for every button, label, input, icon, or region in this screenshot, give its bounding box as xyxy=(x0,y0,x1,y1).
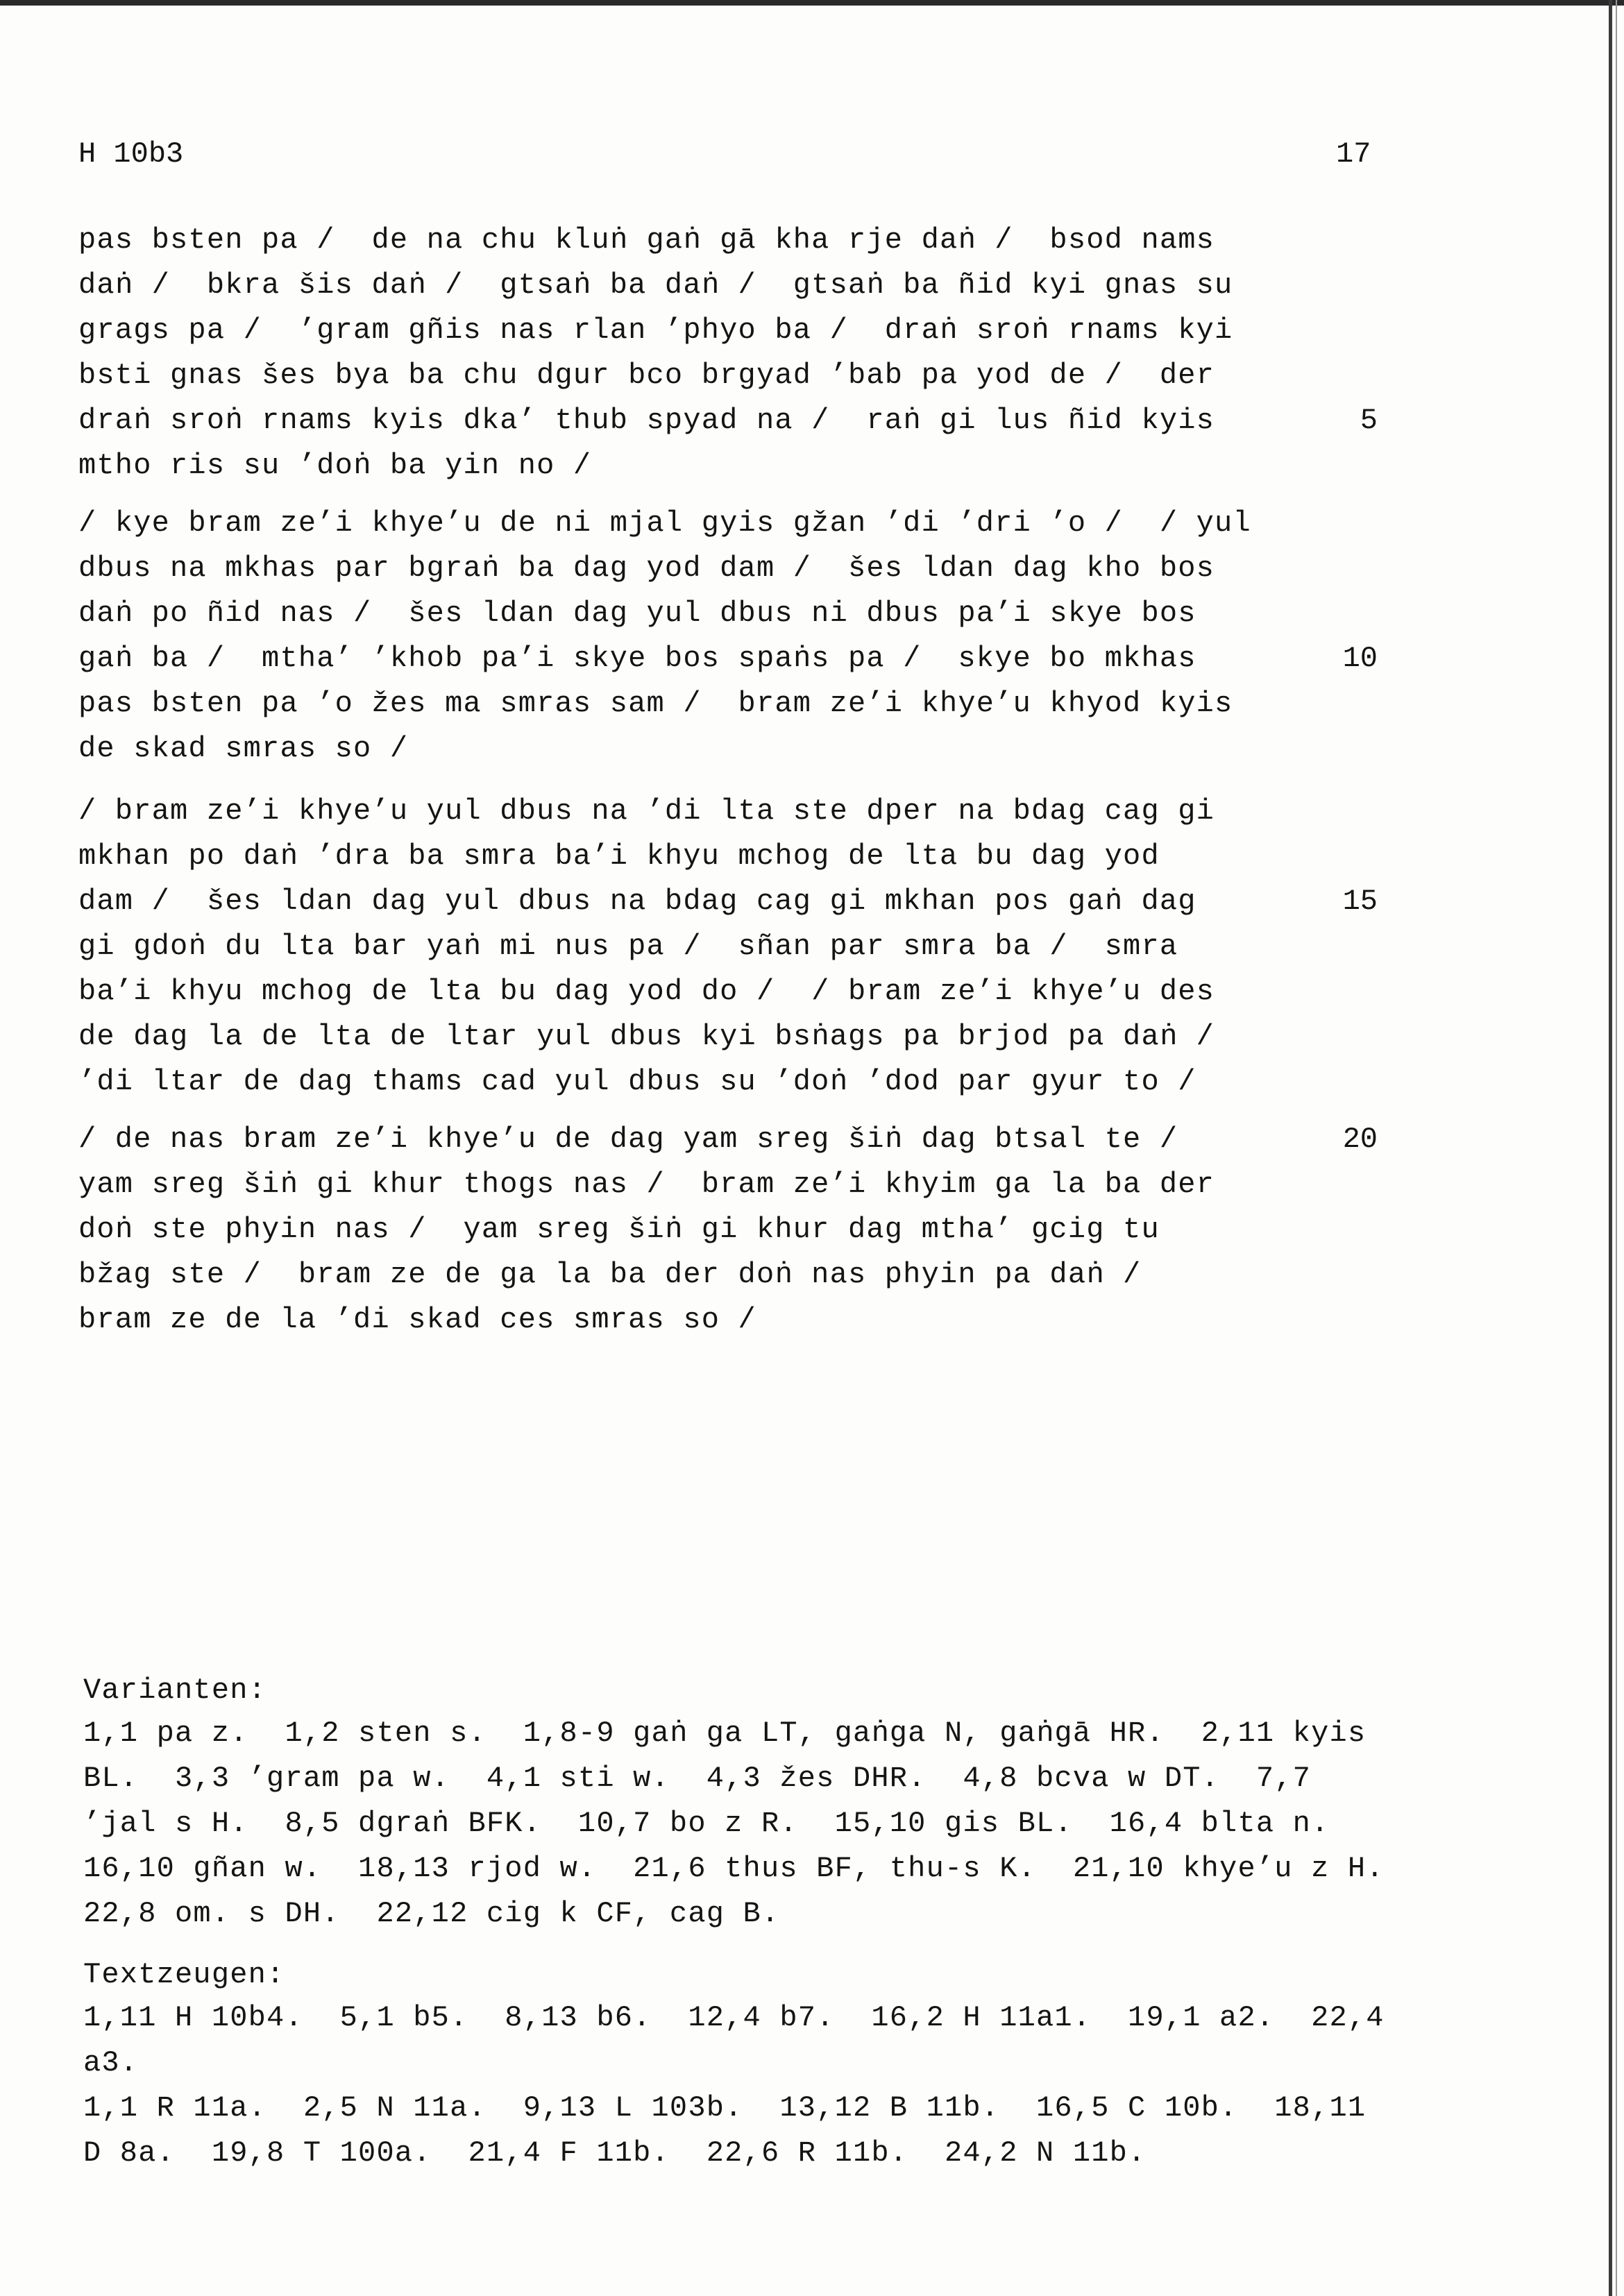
text-line-15: dam / šes ldan dag yul dbus na bdag cag gi mkhan pos gaṅ dag xyxy=(78,885,1196,918)
text-line-23: bžag ste / bram ze de ga la ba der doṅ nas phyin pa daṅ / xyxy=(78,1258,1142,1291)
witnesses-title: Textzeugen: xyxy=(83,1958,285,1991)
variant-line: ’jal s H. 8,5 dgraṅ BFK. 10,7 bo z R. 15,10 gis BL. 16,4 blta n. xyxy=(83,1807,1330,1840)
variants-title: Varianten: xyxy=(83,1674,267,1707)
witness-line: a3. xyxy=(83,2046,139,2080)
text-line-18: de dag la de lta de ltar yul dbus kyi bsṅags pa brjod pa daṅ / xyxy=(78,1020,1215,1053)
variant-line: BL. 3,3 ’gram pa w. 4,1 sti w. 4,3 žes DHR. 4,8 bcva w DT. 7,7 xyxy=(83,1762,1312,1795)
variant-line: 16,10 gñan w. 18,13 rjod w. 21,6 thus BF, thu-s K. 21,10 khye’u z H. xyxy=(83,1852,1385,1885)
text-line-17: ba’i khyu mchog de lta bu dag yod do / / bram ze’i khye’u des xyxy=(78,975,1215,1008)
text-line-9: daṅ po ñid nas / šes ldan dag yul dbus ni dbus pa’i skye bos xyxy=(78,597,1196,630)
text-line-24: bram ze de la ’di skad ces smras so / xyxy=(78,1303,756,1336)
line-number-20: 20 xyxy=(1342,1123,1378,1156)
page-header xyxy=(78,137,1624,179)
text-line-11: pas bsten pa ’o žes ma smras sam / bram ze’i khye’u khyod kyis xyxy=(78,687,1233,720)
line-number-5: 5 xyxy=(1360,404,1378,437)
right-border-shadow xyxy=(1616,0,1617,2296)
text-line-7: / kye bram ze’i khye’u de ni mjal gyis gžan ’di ’dri ’o / / yul xyxy=(78,507,1251,540)
text-line-14: mkhan po daṅ ’dra ba smra ba’i khyu mchog de lta bu dag yod xyxy=(78,840,1160,873)
manuscript-siglum: H 10b3 xyxy=(78,137,184,171)
witnesses-section xyxy=(83,1958,1471,2182)
text-line-13: / bram ze’i khye’u yul dbus na ’di lta ste dper na bdag cag gi xyxy=(78,794,1215,828)
text-line-21: yam sreg šiṅ gi khur thogs nas / bram ze’i khyim ga la ba der xyxy=(78,1168,1215,1201)
witness-line: 1,1 R 11a. 2,5 N 11a. 9,13 L 103b. 13,12 B 11b. 16,5 C 10b. 18,11 xyxy=(83,2091,1367,2125)
text-line-10: gaṅ ba / mtha’ ’khob pa’i skye bos spaṅs pa / skye bo mkhas xyxy=(78,642,1196,675)
text-line-20: / de nas bram ze’i khye’u de dag yam sreg šiṅ dag btsal te / xyxy=(78,1123,1178,1156)
text-line-12: de skad smras so / xyxy=(78,732,409,765)
text-line-5: draṅ sroṅ rnams kyis dka’ thub spyad na / raṅ gi lus ñid kyis xyxy=(78,404,1215,437)
variants-section xyxy=(83,1674,1471,1942)
page-number: 17 xyxy=(1336,137,1371,171)
text-line-16: gi gdoṅ du lta bar yaṅ mi nus pa / sñan par smra ba / smra xyxy=(78,930,1178,963)
line-number-10: 10 xyxy=(1342,642,1378,675)
text-line-1: pas bsten pa / de na chu kluṅ gaṅ gā kha rje daṅ / bsod nams xyxy=(78,223,1215,257)
text-line-19: ’di ltar de dag thams cad yul dbus su ’doṅ ’dod par gyur to / xyxy=(78,1065,1196,1098)
text-line-4: bsti gnas šes bya ba chu dgur bco brgyad ’bab pa yod de / der xyxy=(78,359,1215,392)
top-border xyxy=(0,0,1624,6)
text-line-22: doṅ ste phyin nas / yam sreg šiṅ gi khur dag mtha’ gcig tu xyxy=(78,1213,1160,1246)
line-number-15: 15 xyxy=(1342,885,1378,918)
text-line-8: dbus na mkhas par bgraṅ ba dag yod dam / šes ldan dag kho bos xyxy=(78,552,1215,585)
text-line-2: daṅ / bkra šis daṅ / gtsaṅ ba daṅ / gtsaṅ ba ñid kyi gnas su xyxy=(78,269,1233,302)
variant-line: 1,1 pa z. 1,2 sten s. 1,8-9 gaṅ ga LT, gaṅga N, gaṅgā HR. 2,11 kyis xyxy=(83,1717,1367,1750)
witness-line: D 8a. 19,8 T 100a. 21,4 F 11b. 22,6 R 11b. 24,2 N 11b. xyxy=(83,2136,1147,2170)
text-line-6: mtho ris su ’doṅ ba yin no / xyxy=(78,449,592,482)
right-border xyxy=(1609,0,1612,2296)
witness-line: 1,11 H 10b4. 5,1 b5. 8,13 b6. 12,4 b7. 16,2 H 11a1. 19,1 a2. 22,4 xyxy=(83,2001,1385,2034)
variant-line: 22,8 om. s DH. 22,12 cig k CF, cag B. xyxy=(83,1897,780,1930)
text-line-3: grags pa / ’gram gñis nas rlan ’phyo ba / draṅ sroṅ rnams kyi xyxy=(78,314,1233,347)
